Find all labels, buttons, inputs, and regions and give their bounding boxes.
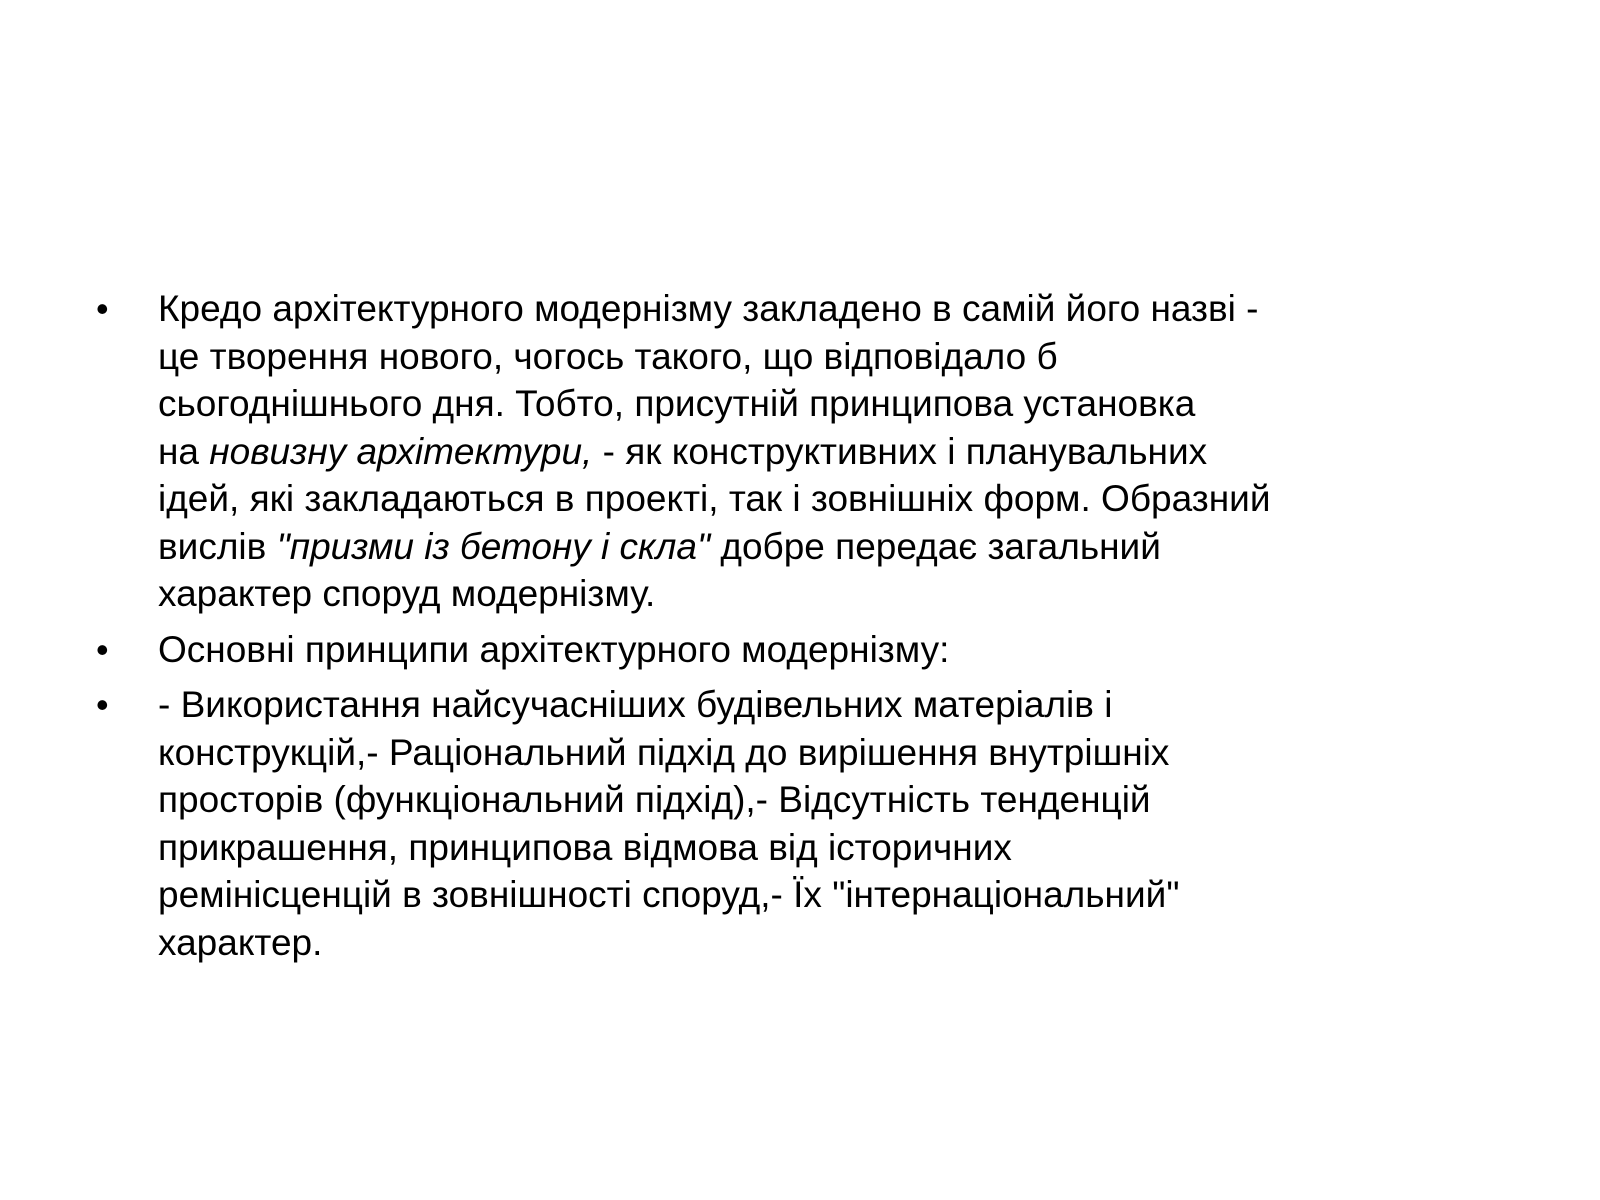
text-line	[158, 871, 1516, 919]
text-line	[158, 570, 1516, 618]
bullet-marker: •	[96, 628, 109, 670]
bullet-text	[158, 285, 1516, 618]
text-line	[158, 523, 1516, 571]
text-line	[158, 380, 1516, 428]
bullet-marker: •	[96, 684, 109, 725]
text-run: вислів	[158, 525, 277, 567]
text-line	[158, 729, 1516, 777]
text-run: ідей, які закладаються в проекті, так і зовнішніх форм. Образний	[158, 478, 1271, 519]
text-line	[158, 776, 1516, 824]
text-run: Основні принципи архітектурного модернізму:	[158, 628, 950, 670]
text-run: добре передає загальний	[710, 525, 1161, 567]
text-line	[158, 681, 1516, 729]
bullet-text	[158, 626, 1516, 674]
text-run: просторів (функціональний підхід),- Відсутність тенденцій	[158, 779, 1151, 820]
italic-text: новизну архітектури,	[209, 430, 593, 472]
text-run: це творення нового, чогось такого, що відповідало б	[158, 335, 1058, 377]
text-run: конструкцій,- Раціональний підхід до вирішення внутрішніх	[158, 731, 1170, 773]
text-run: сьогоднішнього дня. Тобто, присутній принципова установка	[158, 383, 1196, 424]
bullet-item	[96, 285, 1516, 618]
text-run: - як конструктивних і планувальних	[592, 430, 1208, 472]
bullet-item	[96, 626, 1516, 674]
text-line	[158, 285, 1516, 333]
bullet-text	[158, 681, 1516, 966]
text-run: Кредо архітектурного модернізму закладено в самій його назві -	[158, 288, 1259, 329]
text-run: - Використання найсучасніших будівельних матеріалів і	[158, 684, 1113, 725]
text-line	[158, 626, 1516, 674]
bullet-list	[96, 285, 1516, 974]
text-line	[158, 824, 1516, 872]
text-run: прикрашення, принципова відмова від історичних	[158, 826, 1012, 868]
bullet-item	[96, 681, 1516, 966]
text-run: на	[158, 430, 210, 472]
text-run: характер споруд модернізму.	[158, 573, 656, 614]
text-line	[158, 475, 1516, 523]
text-run: характер.	[158, 921, 323, 963]
text-run: ремінісценцій в зовнішності споруд,- Їх "інтернаціональний"	[158, 874, 1180, 915]
text-line	[158, 919, 1516, 967]
text-line	[158, 333, 1516, 381]
text-line	[158, 428, 1516, 476]
italic-text: "призми із бетону і скла"	[276, 525, 711, 567]
bullet-marker: •	[96, 288, 109, 329]
